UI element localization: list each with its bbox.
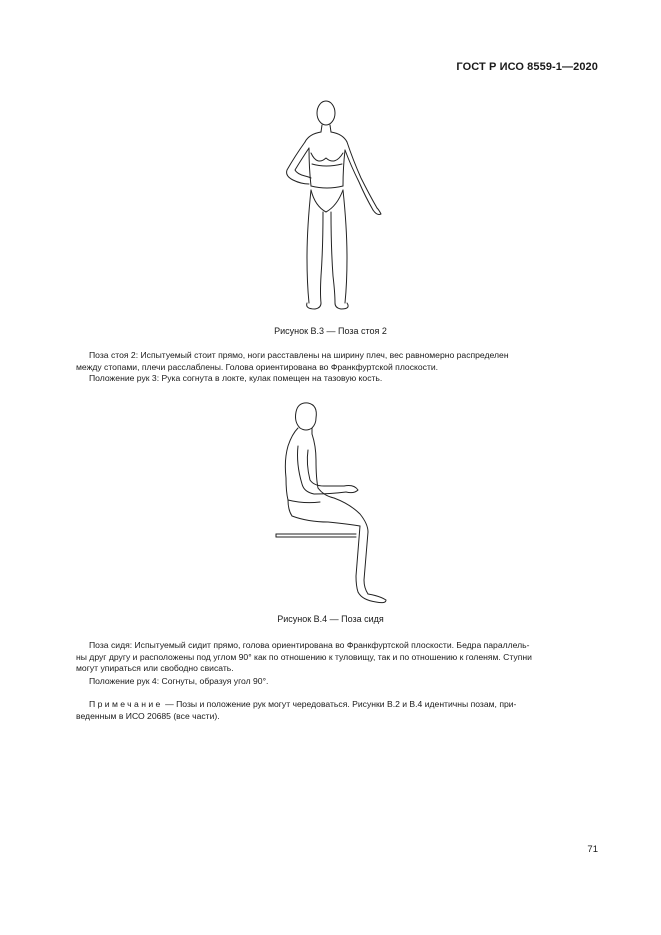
figure-caption-b3: Рисунок В.3 — Поза стоя 2 bbox=[274, 326, 387, 336]
paragraph-arm-position-4: Положение рук 4: Согнуты, образуя угол 90°. bbox=[89, 676, 269, 686]
paragraph-line: могут упираться или свободно свисать. bbox=[76, 663, 234, 674]
paragraph-standing-pose bbox=[76, 350, 598, 373]
paragraph-line: между стопами, плечи расслаблены. Голова ориентирована во Франкфуртской плоскости. bbox=[76, 361, 439, 372]
figure-caption-b4: Рисунок В.4 — Поза сидя bbox=[277, 614, 384, 624]
paragraph-line: Поза сидя: Испытуемый сидит прямо, голова ориентирована во Франкфуртской плоскости. Бедра параллель- bbox=[89, 640, 530, 650]
standing-person-figure bbox=[265, 98, 395, 314]
paragraph-seated-pose bbox=[76, 640, 598, 675]
note-line bbox=[89, 699, 598, 711]
page-number: 71 bbox=[587, 844, 598, 855]
document-header: ГОСТ Р ИСО 8559-1—2020 bbox=[456, 61, 598, 73]
note-block bbox=[76, 699, 598, 722]
note-line: веденным в ИСО 20685 (все части). bbox=[76, 710, 220, 721]
seated-person-figure bbox=[268, 400, 398, 610]
paragraph-line: Поза стоя 2: Испытуемый стоит прямо, ноги расставлены на ширину плеч, вес равномерно распределен bbox=[89, 350, 509, 360]
note-text: — Позы и положение рук могут чередоваться. Рисунки В.2 и В.4 идентичны позам, при- bbox=[162, 699, 517, 709]
paragraph-arm-position-3: Положение рук 3: Рука согнута в локте, кулак помещен на тазовую кость. bbox=[89, 373, 383, 383]
paragraph-line: ны друг другу и расположены под углом 90° как по отношению к туловищу, так и по отношению к голеням. Ступни bbox=[76, 651, 532, 662]
note-label: Примечание bbox=[89, 699, 163, 709]
